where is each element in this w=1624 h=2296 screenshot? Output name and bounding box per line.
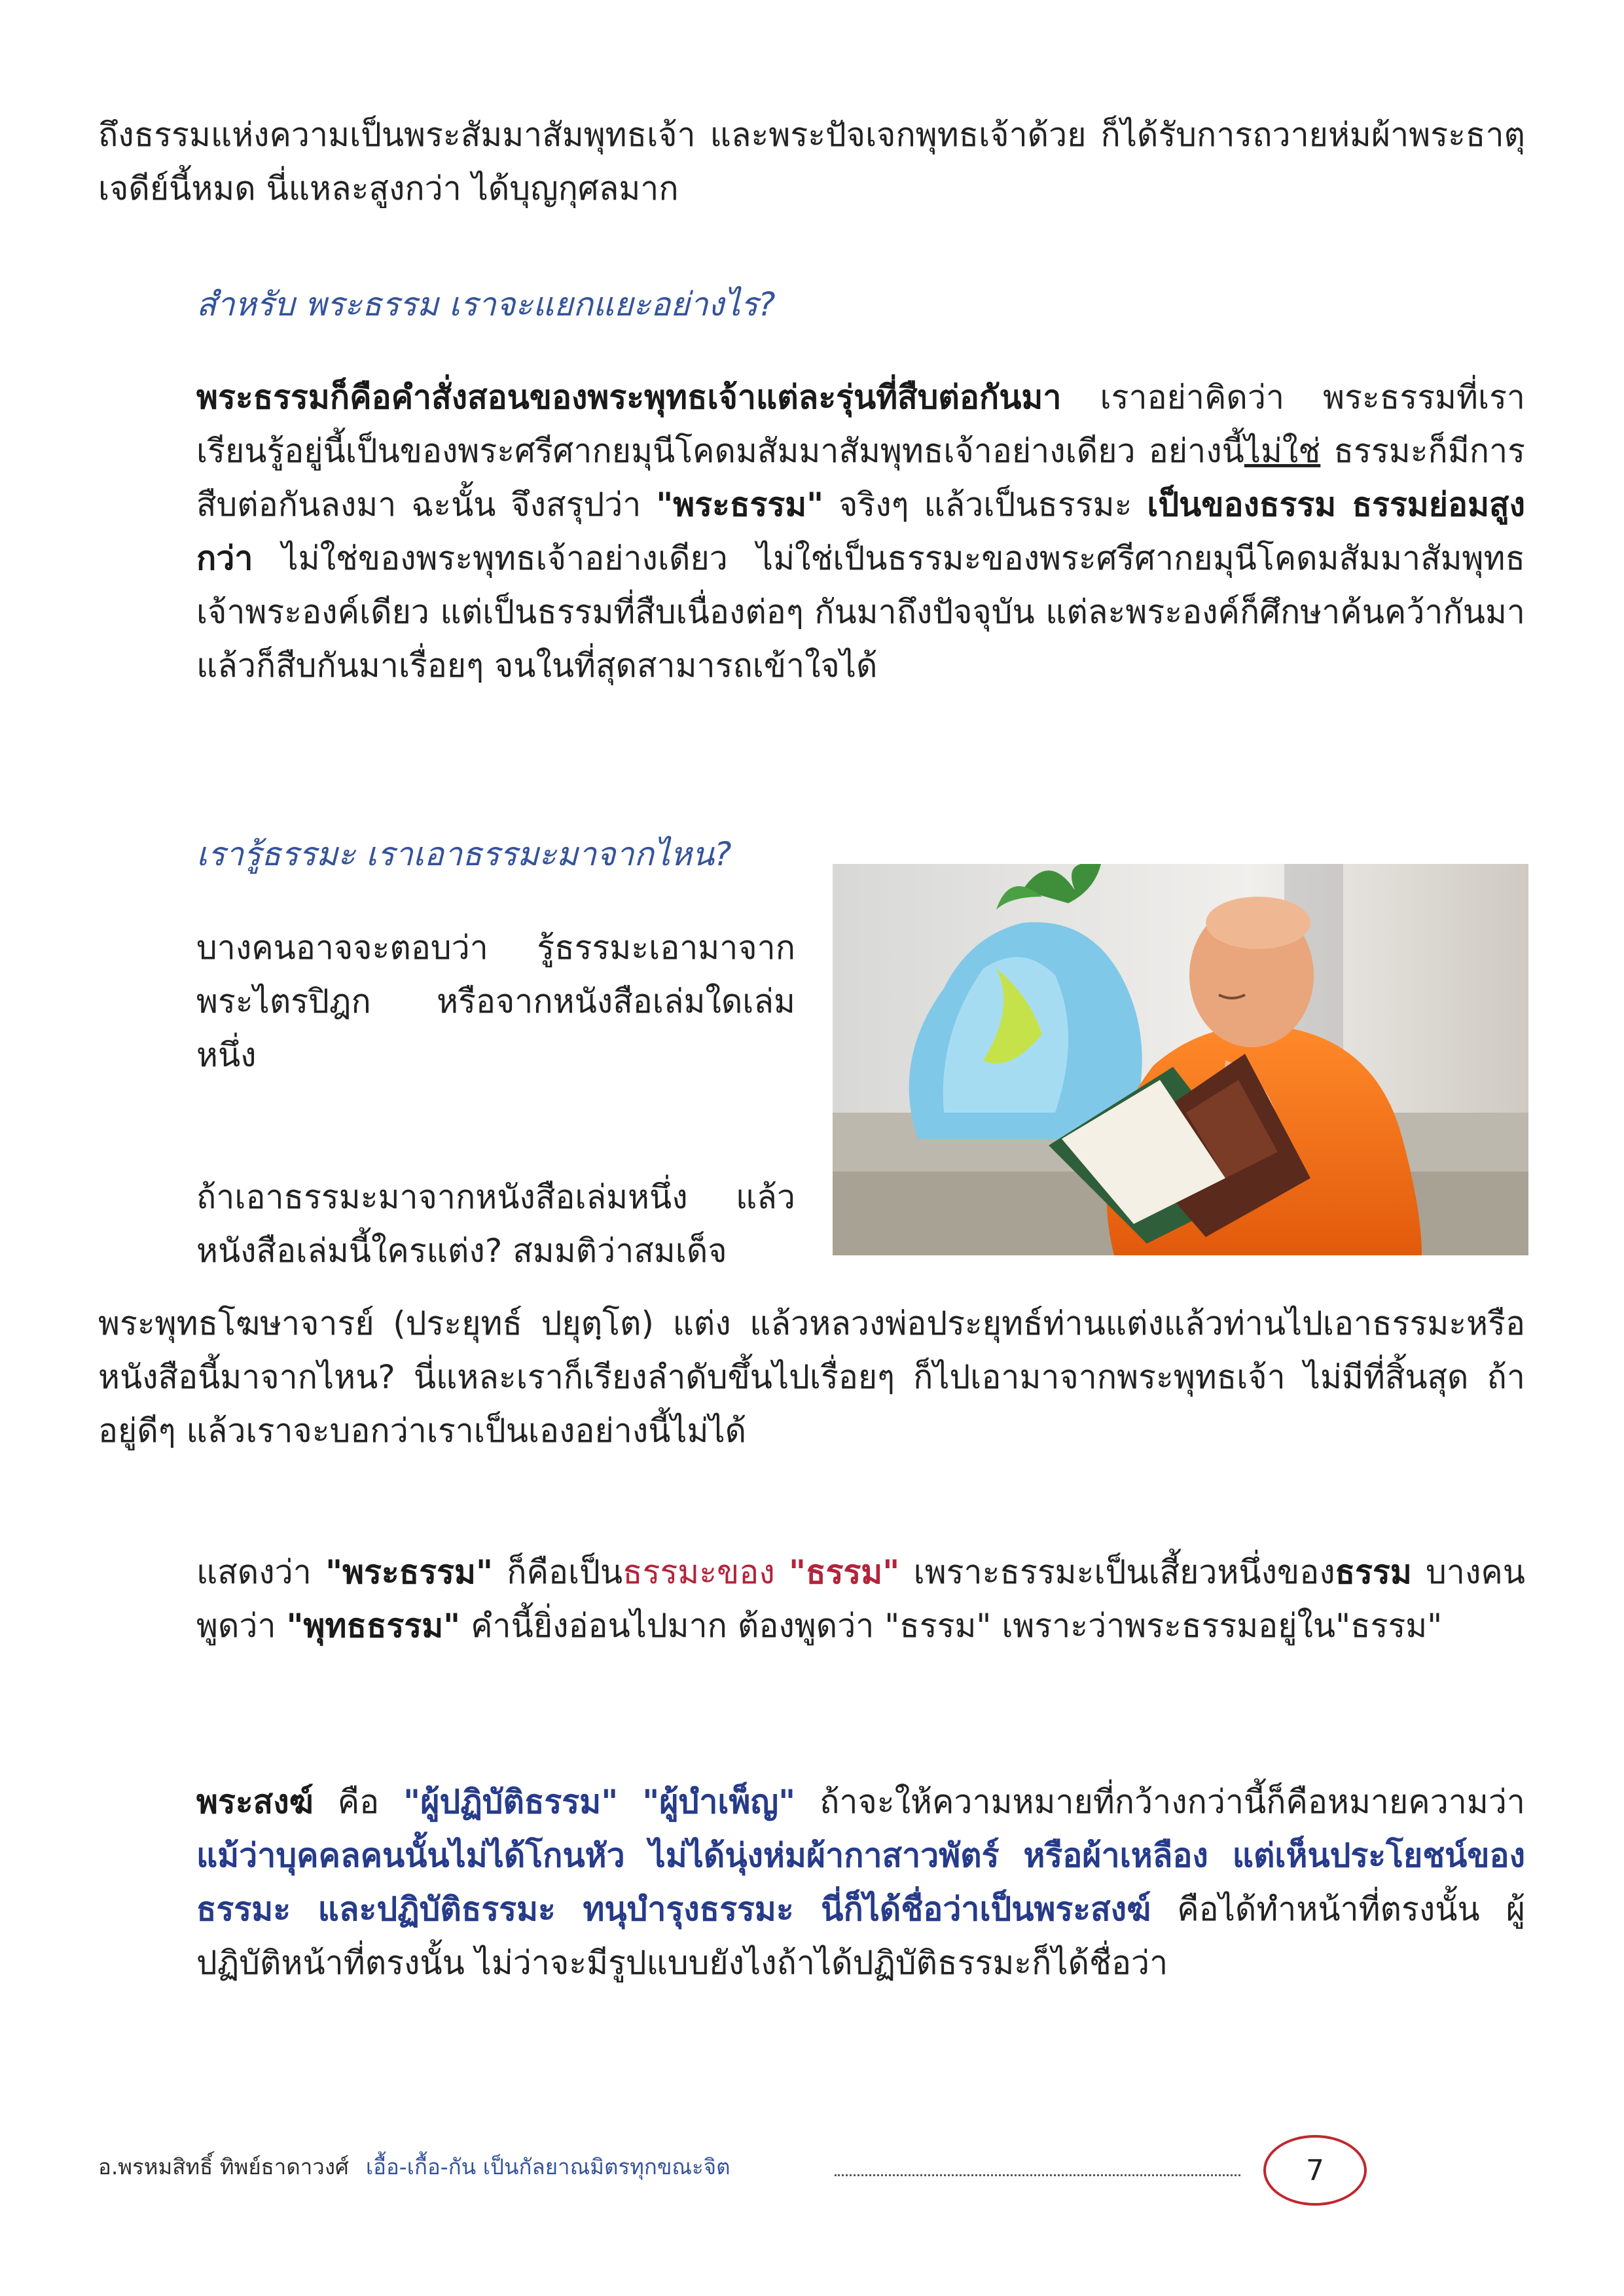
paragraph-4-start: ถ้าเอาธรรมะมาจากหนังสือเล่มหนึ่ง แล้วหนังสือเล่มนี้ใครแต่ง? สมมติว่าสมเด็จ (196, 1178, 795, 1270)
text-span: จริงๆ แล้วเป็นธรรมะ (823, 486, 1147, 524)
blue-quote: "ผู้บำเพ็ญ" (642, 1783, 796, 1821)
question-heading-2: เรารู้ธรรมะ เราเอาธรรมะมาจากไหน? (196, 835, 732, 873)
red-bold-phrase: "ธรรม" (789, 1553, 900, 1591)
footer-subtitle: เอื้อ-เกื้อ-กัน เป็นกัลยาณมิตรทุกขณะจิต (365, 2154, 731, 2179)
paragraph-2 (98, 370, 1525, 692)
footer (98, 2149, 731, 2184)
red-phrase: ธรรมะของ (623, 1553, 775, 1591)
bold-phrase: พระธรรมก็คือคำสั่งสอนของพระพุทธเจ้าแต่ละรุ่นที่สืบต่อกันมา (196, 378, 1062, 416)
text-span: ก็คือเป็น (493, 1553, 623, 1591)
footer-dotted-line (835, 2174, 1240, 2176)
bold-phrase: "พระธรรม" (325, 1553, 494, 1591)
bold-phrase: ธรรม (1335, 1553, 1412, 1591)
bold-phrase: "พระธรรม" (656, 486, 824, 524)
underlined-word: ไม่ใช่ (1244, 432, 1321, 470)
text-span: คือได้ทำหน้าที่ตรงนั้น ผู้ปฏิบัติหน้าที่ตรงนั้น ไม่ว่าจะมีรูปแบบยังไงถ้าได้ปฏิบัติธรรมะก็ได้ชื่อว่า (196, 1890, 1525, 1982)
text-span: คำนี้ยิ่งอ่อนไปมาก ต้องพูดว่า "ธรรม" เพราะว่าพระธรรมอยู่ใน"ธรรม" (460, 1607, 1443, 1645)
text-span: บางคนพูดว่า (196, 1553, 1525, 1645)
blue-emphasis: แม้ว่าบุคคลคนนั้นไม่ได้โกนหัว ไม่ได้นุ่งห่มผ้ากาสาวพัตร์ หรือผ้าเหลือง แต่เห็นประโยชน์ของธรรมะ และปฏิบัติธรรมะ ทนุบำรุงธรรมะ นี่ก็ได้ชื่อว่าเป็นพระสงฆ์ (196, 1837, 1525, 1928)
bold-phrase: เป็นของธรรม ธรรมย่อมสูงกว่า (196, 486, 1525, 577)
text-span: เราอย่าคิดว่า พระธรรมที่เราเรียนรู้อยู่นี้เป็นของพระศรีศากยมุนีโคดมสัมมาสัมพุทธเจ้าอย่างเดียว อย่างนี้ (196, 378, 1525, 470)
text-span: ไม่ใช่ของพระพุทธเจ้าอย่างเดียว ไม่ใช่เป็นธรรมะของพระศรีศากยมุนีโคดมสัมมาสัมพุทธเจ้าพระองค์เดียว แต่เป็นธรรมที่สืบเนื่องต่อๆ กันมาถึงปัจจุบัน แต่ละพระองค์ก็ศึกษาค้นคว้ากันมา แล้วก็สืบกันมาเรื่อยๆ จนในที่สุดสามารถเข้าใจได้ (196, 539, 1525, 685)
paragraph-3: บางคนอาจจะตอบว่า รู้ธรรมะเอามาจากพระไตรปิฎก หรือจากหนังสือเล่มใดเล่มหนึ่ง (196, 929, 795, 1074)
text-span: ถ้าจะให้ความหมายที่กว้างกว่านี้ก็คือหมายความว่า (795, 1783, 1525, 1821)
bold-phrase: พระสงฆ์ (196, 1783, 314, 1821)
question-heading-1: สำหรับ พระธรรม เราจะแยกแยะอย่างไร? (196, 285, 776, 323)
paragraph-6 (98, 1775, 1525, 1990)
paragraph-5 (98, 1545, 1525, 1653)
text-span: แสดงว่า (196, 1553, 326, 1591)
text-span (618, 1783, 642, 1821)
text-span: เพราะธรรมะเป็นเสี้ยวหนึ่งของ (899, 1553, 1335, 1591)
paragraph-4-continued: พระพุทธโฆษาจารย์ (ประยุทธ์ ปยุตฺโต) แต่ง แล้วหลวงพ่อประยุทธ์ท่านแต่งแล้วท่านไปเอาธรรมะหรือหนังสือนี้มาจากไหน? นี่แหละเราก็เรียงลำดับขึ้นไปเรื่อยๆ ก็ไปเอามาจากพระพุทธเจ้า ไม่มีที่สิ้นสุด ถ้าอยู่ดีๆ แล้วเราจะบอกว่าเราเป็นเองอย่างนี้ไม่ได้ (98, 1304, 1525, 1450)
text-span: คือ (313, 1783, 404, 1821)
bold-phrase: "พุทธธรรม" (286, 1607, 461, 1645)
page-number (1263, 2135, 1367, 2206)
footer-author: อ.พรหมสิทธิ์ ทิพย์ธาดาวงศ์ (98, 2154, 349, 2179)
blue-quote: "ผู้ปฏิบัติธรรม" (403, 1783, 619, 1821)
text-span: ธรรมะก็มีการสืบต่อกันลงมา ฉะนั้น จึงสรุปว่า (196, 432, 1525, 524)
monk-photo (833, 864, 1528, 1255)
paragraph-1: ถึงธรรมแห่งความเป็นพระสัมมาสัมพุทธเจ้า และพระปัจเจกพุทธเจ้าด้วย ก็ได้รับการถวายห่มผ้าพระธาตุเจดีย์นี้หมด นี่แหละสูงกว่า ได้บุญกุศลมาก (98, 116, 1525, 207)
page-number-text: 7 (1306, 2153, 1324, 2187)
